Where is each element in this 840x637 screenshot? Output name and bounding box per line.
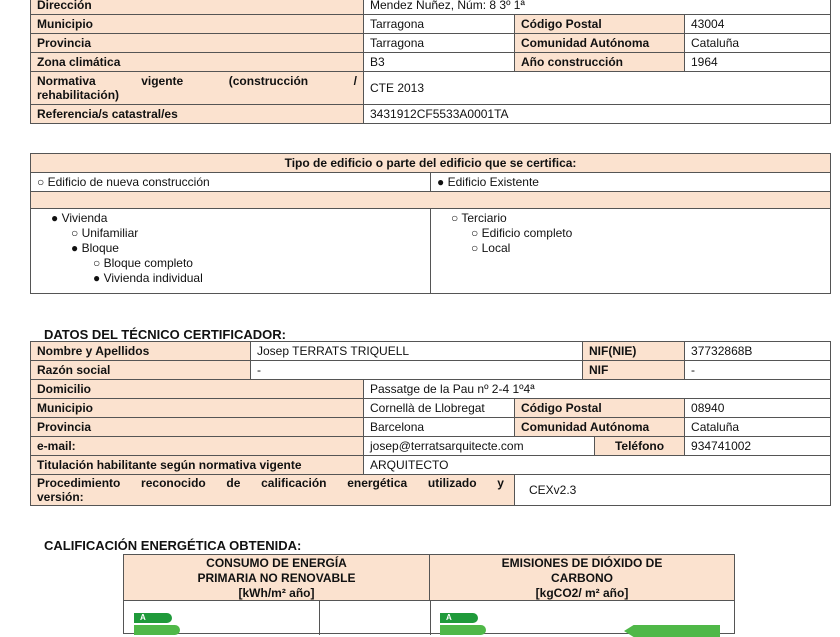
tec-cp-value: 08940 — [685, 399, 831, 418]
zona-value: B3 — [364, 53, 515, 72]
open-circle-icon: ○ — [93, 256, 101, 270]
normativa-word-4: / — [353, 74, 357, 88]
edificio-existente-option — [431, 173, 831, 192]
consumo-line-1: CONSUMO DE ENERGÍA — [206, 556, 347, 570]
tipo-edificio-table — [30, 153, 831, 294]
domicilio-label: Domicilio — [31, 380, 364, 399]
tecnico-heading: DATOS DEL TÉCNICO CERTIFICADOR: — [44, 327, 286, 342]
tec-municipio-label: Municipio — [31, 399, 364, 418]
tipo-separator — [31, 192, 831, 209]
terciario-tree — [431, 209, 831, 294]
proc-word-1: Procedimiento — [37, 476, 121, 490]
calificacion-heading: CALIFICACIÓN ENERGÉTICA OBTENIDA: — [44, 538, 302, 553]
consumo-header — [124, 555, 430, 601]
vivienda-label: Vivienda — [61, 211, 108, 225]
proc-word-5: energética — [347, 476, 408, 490]
provincia-value: Tarragona — [364, 34, 515, 53]
open-circle-icon: ○ — [71, 226, 79, 240]
proc-word-8: versión: — [37, 490, 84, 504]
procedimiento-value: CEXv2.3 — [515, 475, 831, 506]
tec-comunidad-label: Comunidad Autónoma — [515, 418, 685, 437]
energy-rating-box — [123, 554, 735, 634]
normativa-word-2: vigente — [141, 74, 184, 88]
titulacion-label: Titulación habilitante según normativa vigente — [31, 456, 364, 475]
filled-circle-icon: ● — [93, 271, 101, 285]
local-label: Local — [481, 241, 511, 255]
consumo-line-2: PRIMARIA NO RENOVABLE — [197, 571, 356, 585]
building-data-table — [30, 0, 831, 124]
email-label: e-mail: — [31, 437, 364, 456]
razon-value: - — [251, 361, 583, 380]
codigo-postal-value: 43004 — [685, 15, 831, 34]
nueva-construccion-option — [31, 173, 431, 192]
filled-circle-icon: ● — [71, 241, 79, 255]
tec-provincia-value: Barcelona — [364, 418, 515, 437]
referencia-label: Referencia/s catastral/es — [31, 105, 364, 124]
filled-circle-icon: ● — [51, 211, 59, 225]
normativa-label — [31, 72, 364, 105]
municipio-label: Municipio — [31, 15, 364, 34]
proc-word-2: reconocido — [141, 476, 206, 490]
filled-circle-icon: ● — [437, 175, 445, 189]
comunidad-label: Comunidad Autónoma — [515, 34, 685, 53]
titulacion-value: ARQUITECTO — [364, 456, 831, 475]
normativa-word-1: Normativa — [37, 74, 96, 88]
open-circle-icon: ○ — [451, 211, 459, 225]
anio-label: Año construcción — [515, 53, 685, 72]
edificio-completo-label: Edificio completo — [481, 226, 573, 240]
emisiones-line-1: EMISIONES DE DIÓXIDO DE — [501, 556, 663, 570]
codigo-postal-label: Código Postal — [515, 15, 685, 34]
telefono-value: 934741002 — [685, 437, 831, 456]
tec-provincia-label: Provincia — [31, 418, 364, 437]
razon-label: Razón social — [31, 361, 251, 380]
procedimiento-label — [31, 475, 515, 506]
emisiones-bar-b — [440, 625, 486, 635]
direccion-value: Mendez Nuñez, Núm: 8 3º 1ª — [364, 0, 831, 15]
tec-municipio-value: Cornellà de Llobregat — [364, 399, 515, 418]
vivienda-individual-label: Vivienda individual — [103, 271, 203, 285]
direccion-label: Dirección — [31, 0, 364, 15]
nombre-label: Nombre y Apellidos — [31, 342, 251, 361]
consumo-letter-a: A — [140, 613, 146, 622]
proc-word-7: y — [497, 476, 504, 490]
consumo-bar-a — [134, 613, 172, 623]
nif2-value: - — [685, 361, 831, 380]
consumo-bar-b — [134, 625, 180, 635]
nueva-construccion-label: Edificio de nueva construcción — [47, 175, 210, 189]
terciario-label: Terciario — [461, 211, 507, 225]
tecnico-table — [30, 341, 831, 506]
nif-label: NIF(NIE) — [583, 342, 685, 361]
telefono-label: Teléfono — [595, 437, 685, 456]
nif-value: 37732868B — [685, 342, 831, 361]
open-circle-icon: ○ — [471, 226, 479, 240]
normativa-word-5: rehabilitación) — [37, 88, 120, 102]
consumo-line-3: [kWh/m² año] — [238, 586, 315, 600]
anio-value: 1964 — [685, 53, 831, 72]
municipio-value: Tarragona — [364, 15, 515, 34]
emisiones-letter-a: A — [446, 613, 452, 622]
bloque-label: Bloque — [81, 241, 119, 255]
proc-word-4: calificación — [261, 476, 327, 490]
domicilio-value: Passatge de la Pau nº 2-4 1º4ª — [364, 380, 831, 399]
edificio-existente-label: Edificio Existente — [447, 175, 539, 189]
comunidad-value: Cataluña — [685, 34, 831, 53]
emisiones-line-3: [kgCO2/ m² año] — [535, 586, 629, 600]
emisiones-rating-arrow — [624, 625, 720, 637]
provincia-label: Provincia — [31, 34, 364, 53]
tipo-title: Tipo de edificio o parte del edificio que se certifica: — [31, 154, 831, 173]
tec-cp-label: Código Postal — [515, 399, 685, 418]
normativa-value: CTE 2013 — [364, 72, 831, 105]
proc-word-6: utilizado — [427, 476, 477, 490]
normativa-word-3: (construcción — [228, 74, 309, 88]
zona-label: Zona climática — [31, 53, 364, 72]
nombre-value: Josep TERRATS TRIQUELL — [251, 342, 583, 361]
unifamiliar-label: Unifamiliar — [81, 226, 139, 240]
proc-word-3: de — [226, 476, 241, 490]
tec-comunidad-value: Cataluña — [685, 418, 831, 437]
emisiones-line-2: CARBONO — [551, 571, 613, 585]
open-circle-icon: ○ — [37, 175, 45, 189]
nif2-label: NIF — [583, 361, 685, 380]
referencia-value: 3431912CF5533A0001TA — [364, 105, 831, 124]
emisiones-bar-a — [440, 613, 478, 623]
bloque-completo-label: Bloque completo — [103, 256, 193, 270]
email-value: josep@terratsarquitecte.com — [364, 437, 595, 456]
emisiones-header — [430, 555, 734, 601]
vivienda-tree — [31, 209, 431, 294]
open-circle-icon: ○ — [471, 241, 479, 255]
